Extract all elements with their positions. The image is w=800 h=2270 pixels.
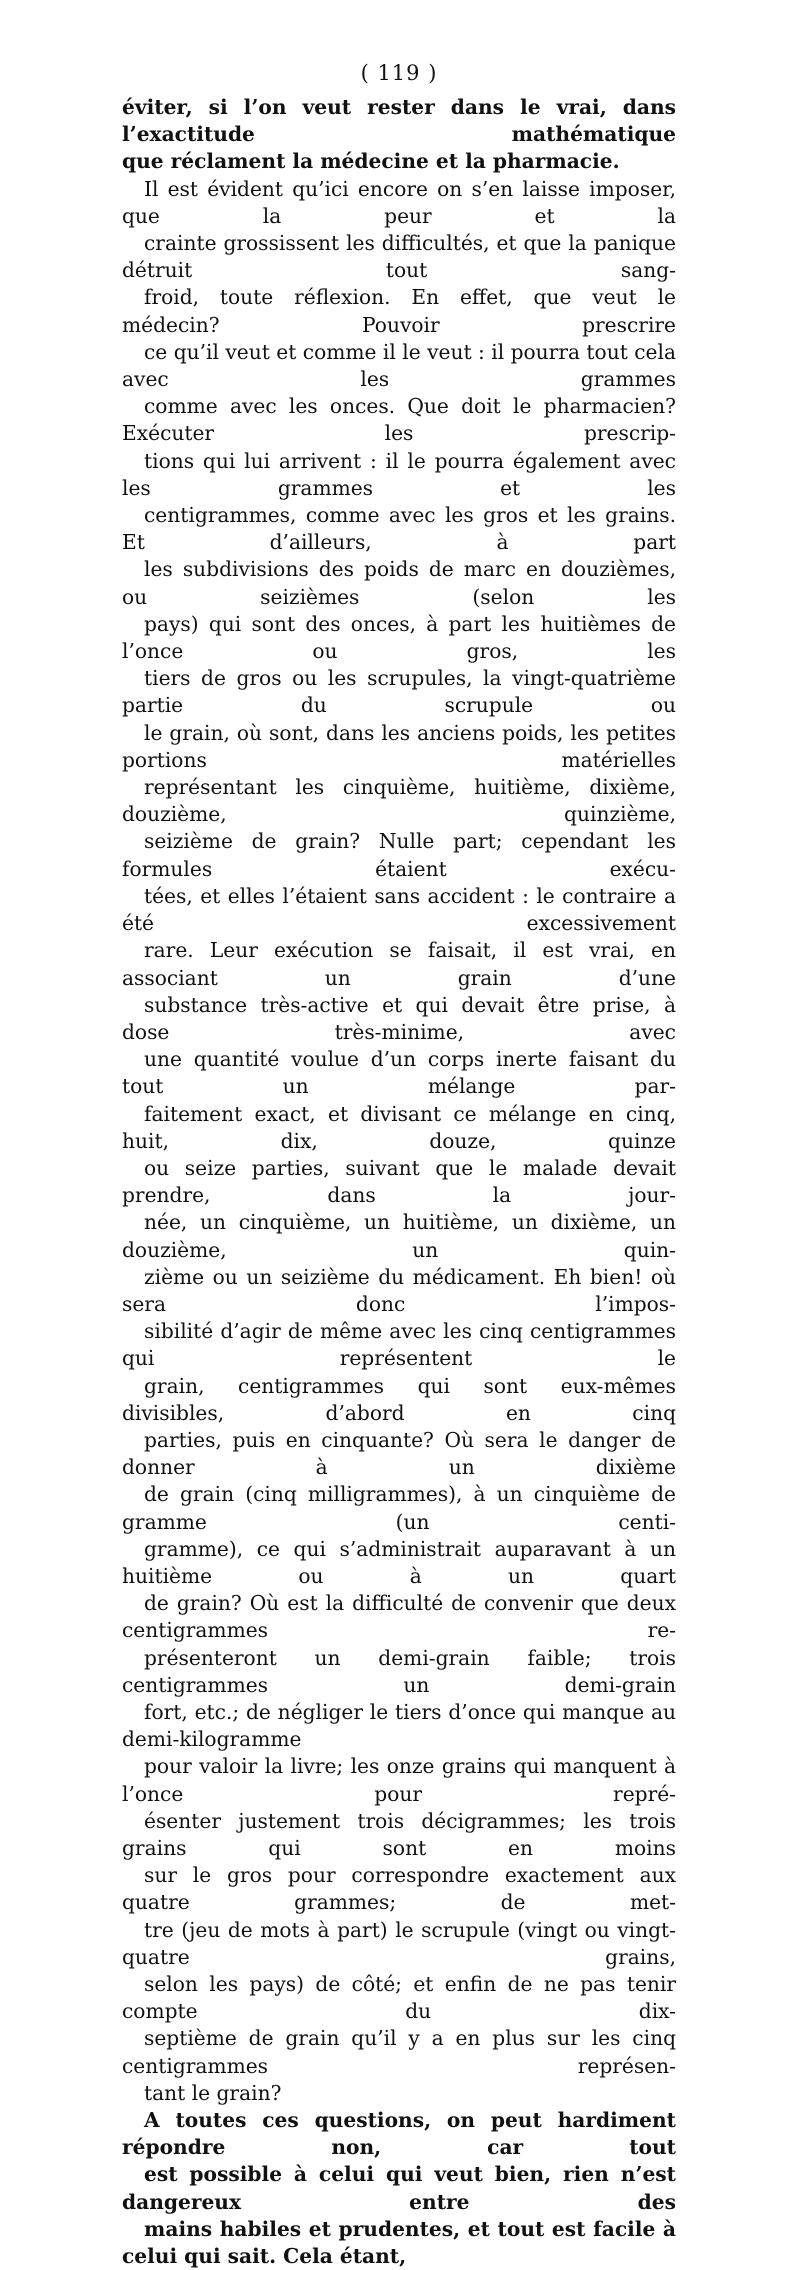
paragraph-continuation xyxy=(122,94,676,176)
text-line: sur le gros pour correspondre exactement aux quatre grammes; de met- xyxy=(122,1863,676,1915)
text-line: ésenter justement trois décigrammes; les trois grains qui sont en moins xyxy=(122,1808,676,1860)
text-line: crainte grossissent les difficultés, et que la panique détruit tout sang- xyxy=(122,231,676,283)
text-line: rare. Leur exécution se faisait, il est vrai, en associant un grain d’une xyxy=(122,938,676,990)
text-line: présenteront un demi-grain faible; trois centigrammes un demi-grain xyxy=(122,1645,676,1697)
text-line: substance très-active et qui devait être prise, à dose très-minime, avec xyxy=(122,992,676,1044)
paragraph-closing xyxy=(122,2107,676,2270)
text-line: A toutes ces questions, on peut hardiment répondre non, car tout xyxy=(122,2108,676,2160)
text-line: est possible à celui qui veut bien, rien n’est dangereux entre des xyxy=(122,2162,676,2214)
text-line: zième ou un seizième du médicament. Eh bien! où sera donc l’impos- xyxy=(122,1264,676,1316)
text-line: de grain? Où est la difficulté de convenir que deux centigrammes re- xyxy=(122,1591,676,1643)
text-line: froid, toute réflexion. En effet, que veut le médecin? Pouvoir prescrire xyxy=(122,285,676,337)
text-line: pays) qui sont des onces, à part les huitièmes de l’once ou gros, les xyxy=(122,611,676,664)
text-line: parties, puis en cinquante? Où sera le danger de donner à un dixième xyxy=(122,1427,676,1480)
text-line: gramme), ce qui s’administrait auparavant à un huitième ou à un quart xyxy=(122,1536,676,1588)
paragraph-main xyxy=(122,176,676,2107)
text-line: centigrammes, comme avec les gros et les grains. Et d’ailleurs, à part xyxy=(122,503,676,555)
text-line: représentant les cinquième, huitième, dixième, douzième, quinzième, xyxy=(122,775,676,827)
text-line: grain, centigrammes qui sont eux-mêmes divisibles, d’abord en cinq xyxy=(122,1373,676,1425)
text-line: tions qui lui arrivent : il le pourra également avec les grammes et les xyxy=(122,448,676,500)
text-line: tant le grain? xyxy=(144,2080,282,2105)
text-line: fort, etc.; de négliger le tiers d’once qui manque au demi-kilogramme xyxy=(122,1699,676,1752)
text-line: tiers de gros ou les scrupules, la vingt-quatrième partie du scrupule ou xyxy=(122,666,676,718)
text-line: ce qu’il veut et comme il le veut : il pourra tout cela avec les grammes xyxy=(122,339,676,392)
text-line: pour valoir la livre; les onze grains qui manquent à l’once pour repré- xyxy=(122,1754,676,1806)
text-line: ou seize parties, suivant que le malade devait prendre, dans la jour- xyxy=(122,1155,676,1208)
text-line: née, un cinquième, un huitième, un dixième, un douzième, un quin- xyxy=(122,1210,676,1262)
text-line: tre (jeu de mots à part) le scrupule (vingt ou vingt-quatre grains, xyxy=(122,1917,676,1969)
text-line: sibilité d’agir de même avec les cinq centigrammes qui représentent le xyxy=(122,1319,676,1371)
text-line: Il est évident qu’ici encore on s’en laisse imposer, que la peur et la xyxy=(122,176,676,228)
text-line: faitement exact, et divisant ce mélange en cinq, huit, dix, douze, quinze xyxy=(122,1101,676,1153)
page-number: ( 119 ) xyxy=(360,61,438,85)
text-line: une quantité voulue d’un corps inerte faisant du tout un mélange par- xyxy=(122,1047,676,1099)
text-line: éviter, si l’on veut rester dans le vrai, dans l’exactitude mathématique xyxy=(122,95,676,147)
text-line: le grain, où sont, dans les anciens poids, les petites portions matérielles xyxy=(122,720,676,772)
text-line: seizième de grain? Nulle part; cependant les formules étaient exécu- xyxy=(122,829,676,881)
text-line: que réclament la médecine et la pharmacie. xyxy=(122,149,620,174)
text-line: de grain (cinq milligrammes), à un cinquième de gramme (un centi- xyxy=(122,1482,676,1534)
text-line: selon les pays) de côté; et enfin de ne pas tenir compte du dix- xyxy=(122,1972,676,2024)
text-line: comme avec les onces. Que doit le pharmacien? Exécuter les prescrip- xyxy=(122,394,676,446)
text-line: septième de grain qu’il y a en plus sur les cinq centigrammes représen- xyxy=(122,2026,676,2078)
text-line: mains habiles et prudentes, et tout est facile à celui qui sait. Cela étant, xyxy=(122,2216,676,2269)
text-line: les subdivisions des poids de marc en douzièmes, ou seizièmes (selon les xyxy=(122,557,676,609)
text-line: tées, et elles l’étaient sans accident : le contraire a été excessivement xyxy=(122,883,676,936)
